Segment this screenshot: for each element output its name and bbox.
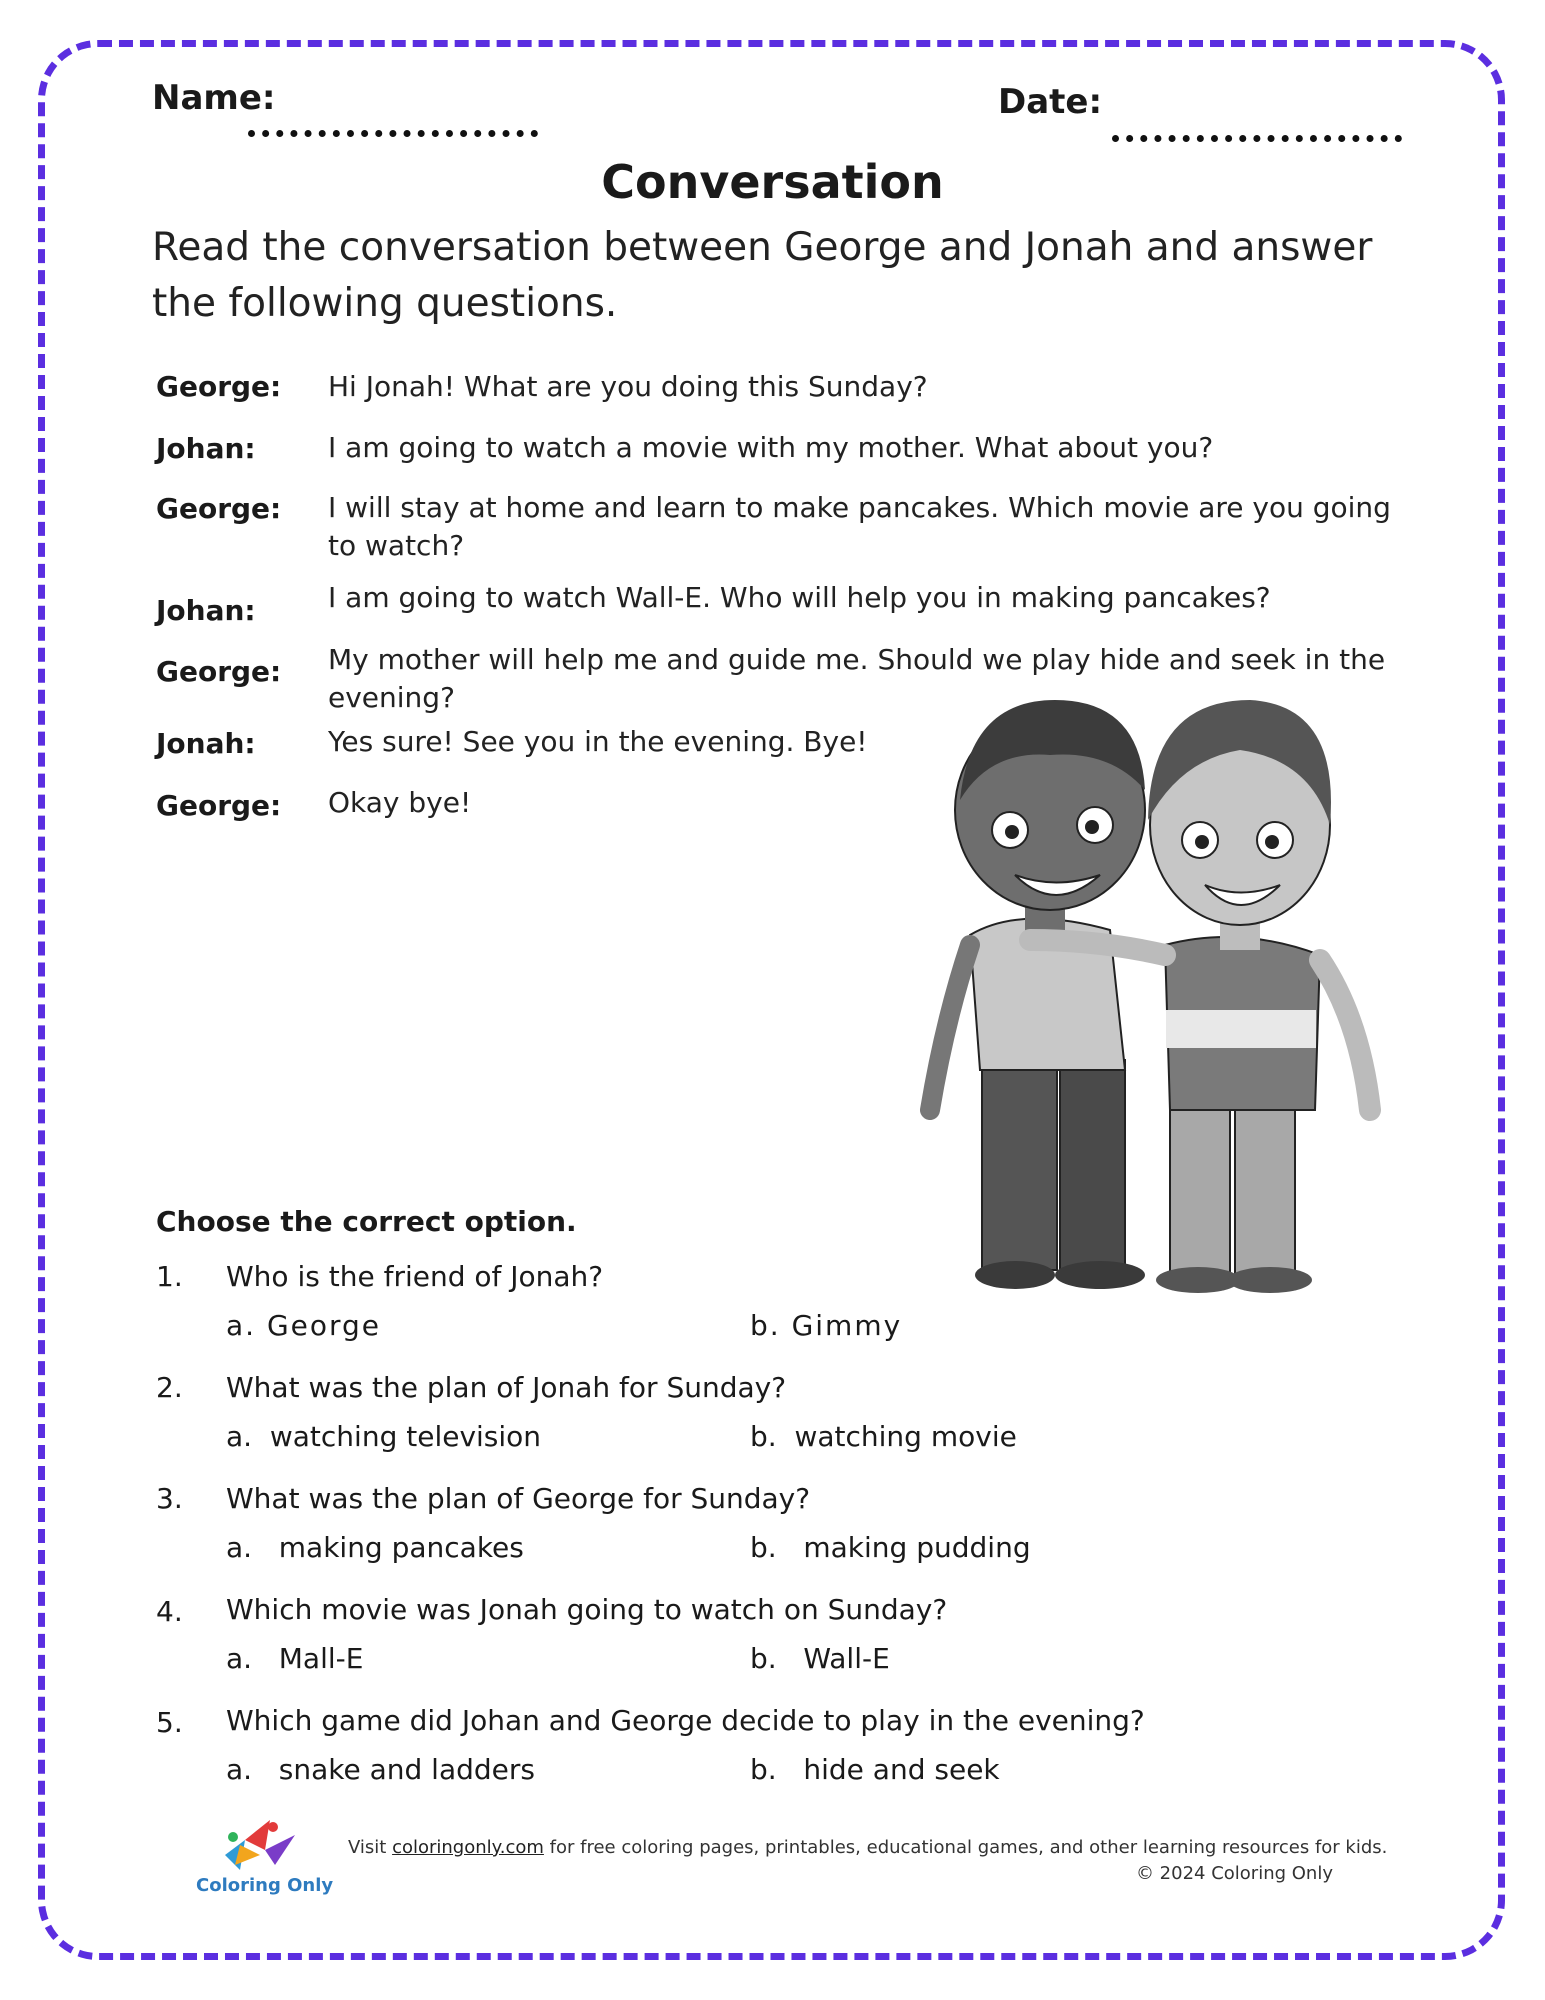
dialogue-line: I am going to watch Wall-E. Who will help you in making pancakes? bbox=[328, 581, 1271, 614]
page-title: Conversation bbox=[601, 155, 944, 209]
date-blank-line bbox=[1112, 135, 1402, 142]
question-text: Which game did Johan and George decide to play in the evening? bbox=[226, 1704, 1145, 1737]
option-b: b. watching movie bbox=[750, 1420, 1017, 1453]
logo-text: Coloring Only bbox=[196, 1875, 334, 1896]
dialogue-line: My mother will help me and guide me. Should we play hide and seek in the evening? bbox=[328, 643, 1386, 714]
option-a: a. watching television bbox=[226, 1420, 542, 1453]
option-a: a. snake and ladders bbox=[226, 1753, 535, 1786]
footer-visit-suffix: for free coloring pages, printables, educational games, and other learning resources for kids. bbox=[543, 1837, 1388, 1858]
option-a: a. making pancakes bbox=[226, 1531, 524, 1564]
question-text: Who is the friend of Jonah? bbox=[226, 1260, 604, 1293]
instructions: Read the conversation between George and Jonah and answer the following questions. bbox=[152, 225, 1373, 326]
question-number: 4. bbox=[156, 1595, 183, 1628]
question-number: 3. bbox=[156, 1482, 183, 1515]
question-number: 5. bbox=[156, 1706, 183, 1739]
dialogue-line: Yes sure! See you in the evening. Bye! bbox=[328, 725, 868, 758]
footer-visit-prefix: Visit bbox=[348, 1837, 393, 1858]
option-a: a. George bbox=[226, 1309, 382, 1342]
coloring-only-logo-icon bbox=[215, 1815, 305, 1875]
speaker-label: George: bbox=[156, 492, 282, 525]
question-text: Which movie was Jonah going to watch on Sunday? bbox=[226, 1593, 948, 1626]
question-text: What was the plan of Jonah for Sunday? bbox=[226, 1371, 787, 1404]
footer-visit-text bbox=[348, 1837, 1387, 1858]
speaker-label: Johan: bbox=[156, 432, 256, 465]
coloringonly-link[interactable]: coloringonly.com bbox=[392, 1837, 544, 1858]
option-b: b. hide and seek bbox=[750, 1753, 1000, 1786]
date-label: Date: bbox=[998, 82, 1103, 122]
option-a: a. Mall-E bbox=[226, 1642, 364, 1675]
question-number: 2. bbox=[156, 1371, 183, 1404]
quiz-heading: Choose the correct option. bbox=[156, 1205, 577, 1238]
dialogue-line: Hi Jonah! What are you doing this Sunday? bbox=[328, 370, 928, 403]
name-label: Name: bbox=[152, 78, 276, 118]
question-number: 1. bbox=[156, 1260, 183, 1293]
copyright: © 2024 Coloring Only bbox=[1135, 1863, 1333, 1884]
option-b: b. Gimmy bbox=[750, 1309, 903, 1342]
dialogue-line: Okay bye! bbox=[328, 786, 472, 819]
two-boys-illustration bbox=[920, 690, 1400, 1310]
speaker-label: George: bbox=[156, 789, 282, 822]
name-blank-line bbox=[248, 130, 538, 137]
option-b: b. making pudding bbox=[750, 1531, 1031, 1564]
left-boy-figure bbox=[930, 700, 1145, 1289]
speaker-label: Jonah: bbox=[156, 727, 256, 760]
dialogue-line: I will stay at home and learn to make pancakes. Which movie are you going to watch? bbox=[328, 491, 1391, 562]
option-b: b. Wall-E bbox=[750, 1642, 890, 1675]
speaker-label: Johan: bbox=[156, 594, 256, 627]
speaker-label: George: bbox=[156, 370, 282, 403]
question-text: What was the plan of George for Sunday? bbox=[226, 1482, 811, 1515]
dialogue-line: I am going to watch a movie with my mother. What about you? bbox=[328, 431, 1214, 464]
speaker-label: George: bbox=[156, 655, 282, 688]
